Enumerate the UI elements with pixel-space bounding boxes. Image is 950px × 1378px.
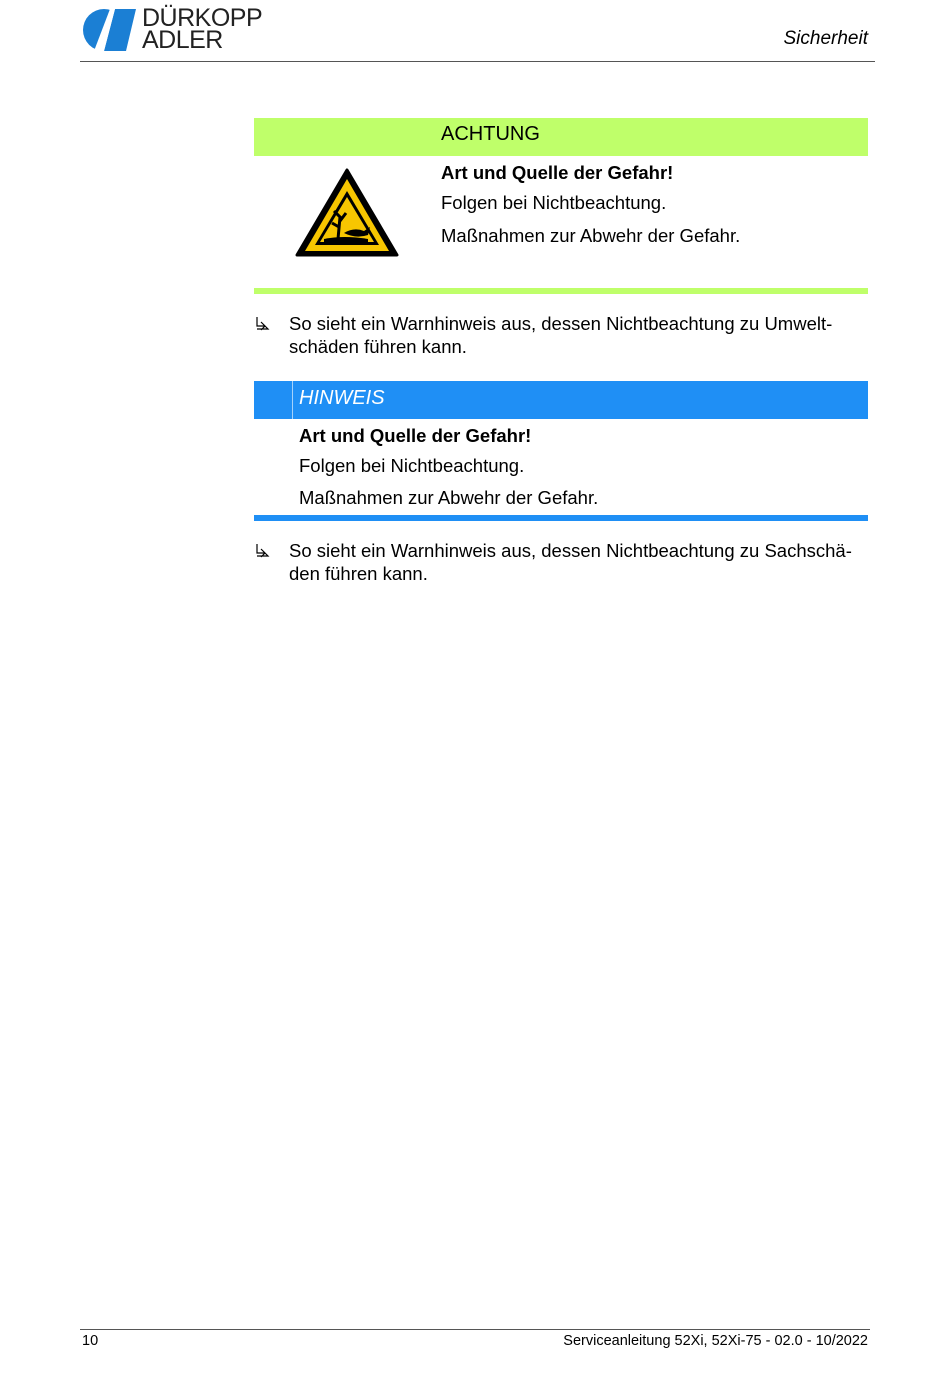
- achtung-measures: Maßnahmen zur Abwehr der Gefahr.: [441, 225, 741, 246]
- brand-logo: [82, 4, 267, 54]
- note-environmental-line2: schäden führen kann.: [289, 336, 467, 357]
- achtung-bottom-bar: [254, 288, 868, 294]
- document-reference: Serviceanleitung 52Xi, 52Xi-75 - 02.0 - 10/2022: [563, 1333, 868, 1349]
- note-material-damage-line2: den führen kann.: [289, 563, 428, 584]
- hinweis-hazard-source: Art und Quelle der Gefahr!: [299, 425, 532, 446]
- note-environmental: [289, 312, 869, 358]
- hand-arrow-icon: [255, 543, 271, 561]
- hinweis-consequences: Folgen bei Nichtbeachtung.: [299, 455, 525, 476]
- hand-arrow-icon: [255, 316, 271, 334]
- hinweis-bottom-bar: [254, 515, 868, 521]
- achtung-header-bar: [254, 118, 868, 156]
- note-material-damage-line1: So sieht ein Warnhinweis aus, dessen Nichtbeachtung zu Sachschä-: [289, 540, 852, 561]
- section-title: Sicherheit: [783, 28, 868, 49]
- logo-text-line2: ADLER: [142, 26, 223, 54]
- hinweis-divider: [292, 381, 293, 419]
- achtung-consequences: Folgen bei Nichtbeachtung.: [441, 192, 667, 213]
- hinweis-measures: Maßnahmen zur Abwehr der Gefahr.: [299, 487, 599, 508]
- footer-divider: [80, 1329, 870, 1330]
- logo-mark-icon: [82, 7, 138, 53]
- environmental-hazard-warning-icon: [294, 167, 400, 259]
- achtung-title: ACHTUNG: [441, 123, 540, 145]
- note-environmental-line1: So sieht ein Warnhinweis aus, dessen Nichtbeachtung zu Umwelt-: [289, 313, 833, 334]
- logo-text-line1: DÜRKOPP: [142, 4, 263, 32]
- note-material-damage: [289, 539, 869, 585]
- header-divider: [80, 61, 875, 62]
- achtung-hazard-source: Art und Quelle der Gefahr!: [441, 162, 674, 183]
- hinweis-title: HINWEIS: [299, 387, 385, 409]
- page-number: 10: [82, 1333, 99, 1349]
